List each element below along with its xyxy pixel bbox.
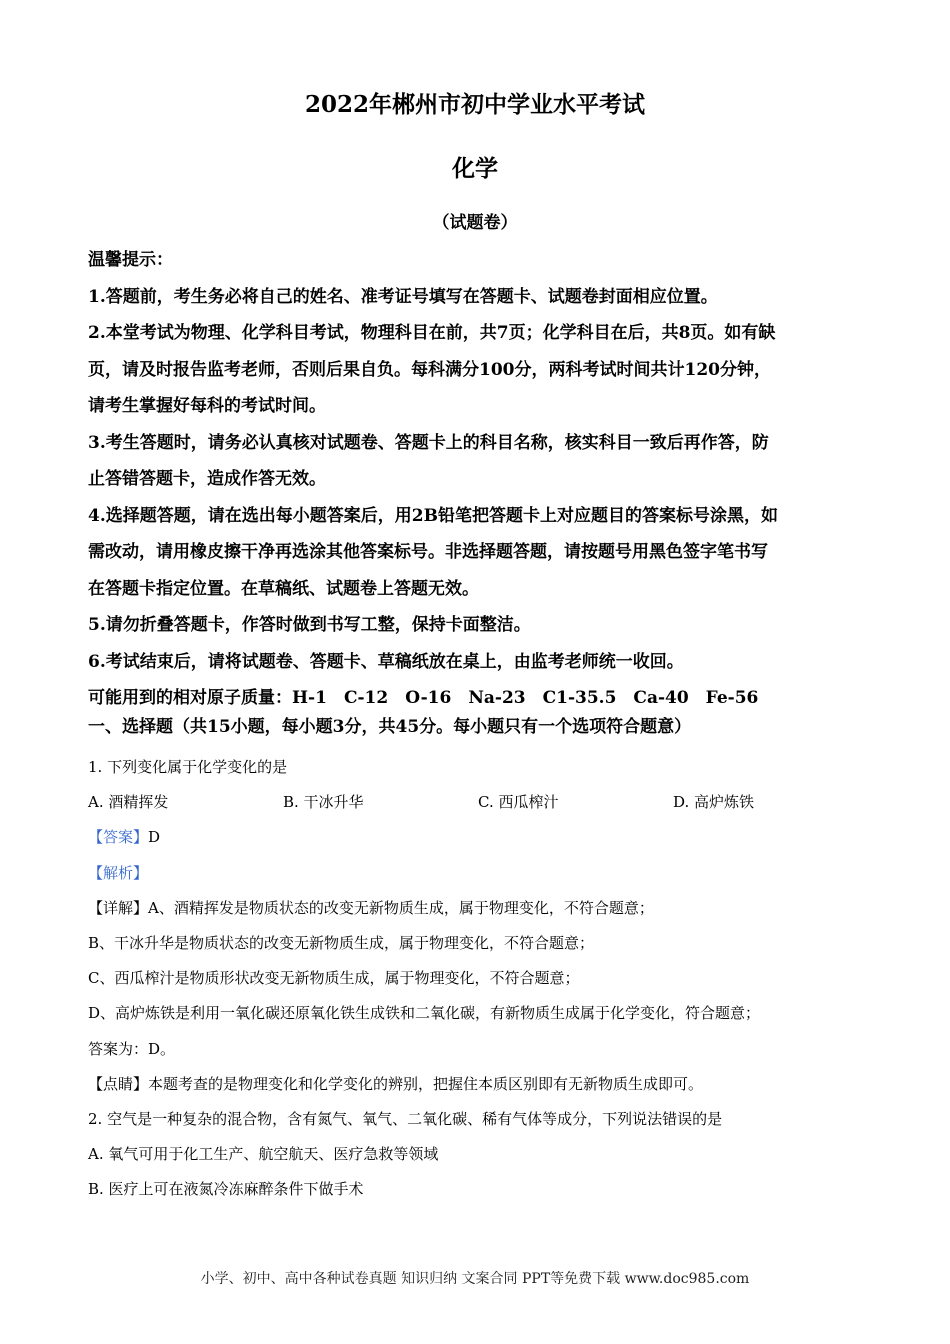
question-1-stem: 1. 下列变化属于化学变化的是 [88, 758, 288, 776]
analysis-tag: 【解析】 [88, 863, 149, 882]
answer-value: D [148, 828, 161, 847]
notice-line: 止答错答题卡，造成作答无效。 [88, 469, 326, 489]
answer-line [88, 820, 878, 855]
atomic-mass-line: 可能用到的相对原子质量：H-1 C-12 O-16 Na-23 C1-35.5 Ca-40 Fe-56 [88, 688, 759, 708]
detail-line: 【详解】A、酒精挥发是物质状态的改变无新物质生成，属于物理变化，不符合题意； [88, 898, 654, 917]
option-d: D. 高炉炼铁 [673, 793, 755, 812]
notice-line: 1.答题前，考生务必将自己的姓名、准考证号填写在答题卡、试题卷封面相应位置。 [88, 286, 718, 307]
notice-line: 3.考生答题时，请务必认真核对试题卷、答题卡上的科目名称，核实科目一致后再作答，防 [88, 432, 769, 453]
option-c: C. 西瓜榨汁 [478, 793, 559, 812]
notice-block [88, 242, 868, 717]
detail-line: C、西瓜榨汁是物质形状改变无新物质生成，属于物理变化，不符合题意； [88, 969, 580, 988]
question-2-option-b: B. 医疗上可在液氮冷冻麻醉条件下做手术 [88, 1180, 364, 1199]
answer-tag: 【答案】 [88, 828, 149, 847]
notice-heading: 温馨提示： [88, 250, 173, 270]
analysis-line [88, 856, 878, 891]
notice-line: 需改动，请用橡皮擦干净再选涂其他答案标号。非选择题答题，请按题号用黑色签字笔书写 [88, 542, 768, 562]
page-footer: 小学、初中、高中各种试卷真题 知识归纳 文案合同 PPT等免费下载 www.doc985.com [200, 1271, 750, 1287]
detail-line: 答案为：D。 [88, 1039, 176, 1058]
detail-line: D、高炉炼铁是利用一氧化碳还原氧化铁生成铁和二氧化碳，有新物质生成属于化学变化，符合题意； [88, 1004, 761, 1023]
section-heading: 一、选择题（共15小题，每小题3分，共45分。每小题只有一个选项符合题意） [88, 717, 692, 737]
detail-line: 【点睛】本题考查的是物理变化和化学变化的辨别，把握住本质区别即有无新物质生成即可。 [88, 1074, 704, 1093]
notice-line: 6.考试结束后，请将试题卷、答题卡、草稿纸放在桌上，由监考老师统一收回。 [88, 651, 684, 672]
question-1-options [88, 785, 878, 820]
notice-line: 请考生掌握好每科的考试时间。 [88, 396, 326, 416]
subject-title: 化学 [452, 155, 498, 182]
paper-type-label: （试题卷） [432, 213, 518, 233]
question-2-option-a: A. 氧气可用于化工生产、航空航天、医疗急救等领域 [88, 1145, 439, 1164]
notice-line: 5.请勿折叠答题卡，作答时做到书写工整，保持卡面整洁。 [88, 615, 531, 635]
question-2-stem: 2. 空气是一种复杂的混合物，含有氮气、氧气、二氧化碳、稀有气体等成分，下列说法错误的是 [88, 1110, 723, 1129]
notice-line: 4.选择题答题，请在选出每小题答案后，用2B铅笔把答题卡上对应题目的答案标号涂黑，如 [88, 505, 778, 526]
question-body [88, 750, 878, 1208]
detail-line: B、干冰升华是物质状态的改变无新物质生成，属于物理变化，不符合题意； [88, 934, 595, 953]
notice-line: 2.本堂考试为物理、化学科目考试，物理科目在前，共7页；化学科目在后，共8页。如有缺 [88, 323, 776, 343]
option-b: B. 干冰升华 [283, 793, 364, 812]
notice-line: 页，请及时报告监考老师，否则后果自负。每科满分100分，两科考试时间共计120分钟， [88, 359, 771, 380]
exam-title: 2022年郴州市初中学业水平考试 [304, 91, 645, 118]
notice-line: 在答题卡指定位置。在草稿纸、试题卷上答题无效。 [88, 578, 479, 599]
option-a: A. 酒精挥发 [88, 793, 169, 812]
